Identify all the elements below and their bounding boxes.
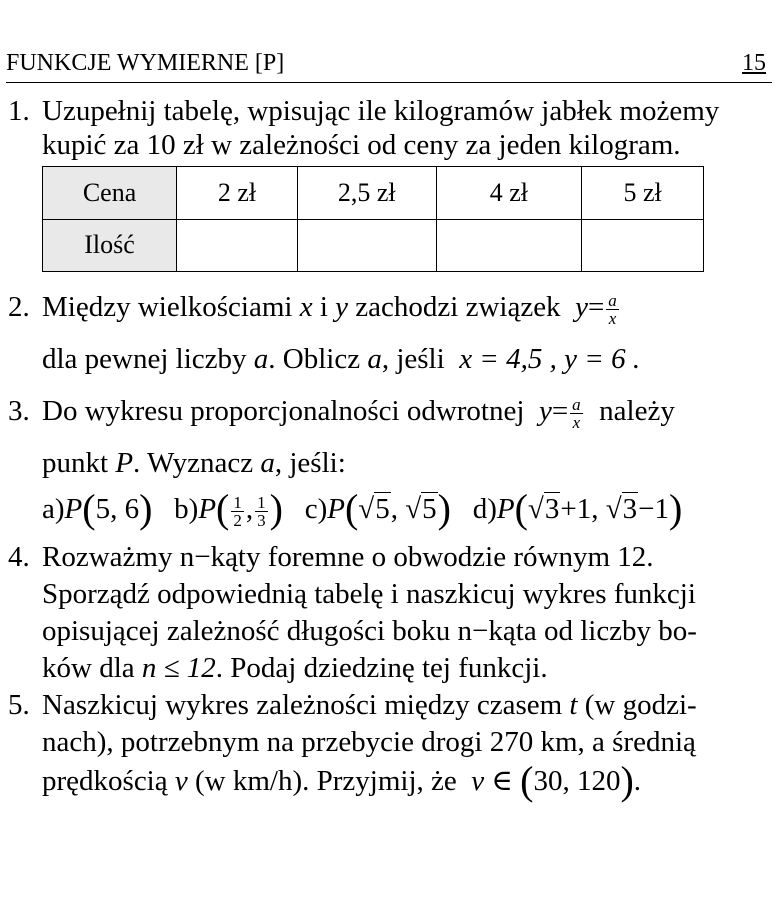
var-a: a [367,343,382,375]
section-title: FUNKCJE WYMIERNE [P] [6,50,285,76]
var-x: x [299,291,313,323]
var-P: P [327,493,345,525]
condition: x = 4,5 , y = 6 . [459,343,641,375]
paren: ) [139,486,153,531]
table-header-quantity: Ilość [43,219,177,272]
text: −1 [638,493,669,525]
paren: ( [520,758,534,803]
table-cell: 2,5 zł [297,167,436,220]
fraction [255,494,268,529]
text: Do wykresu proporcjonalności odwrotnej [42,395,525,427]
denominator: 2 [233,510,242,530]
option-b: b)P( $\frac{1}{2}$ , $\frac{1}{3}$ ) [174,486,283,531]
var-y: y [335,291,349,323]
var-P: P [496,493,515,525]
text: , jeśli [381,343,445,375]
paren: ) [437,486,451,531]
table-cell: 4 zł [436,167,582,220]
denominator: 3 [257,510,266,530]
page-header [6,50,772,83]
page-number: 15 [742,50,766,76]
var-v: v [174,765,188,797]
text: . [633,765,642,797]
text: należy [599,395,675,427]
radicand: 5 [375,493,390,525]
paren: ( [514,486,528,531]
formula-y: y [575,291,588,323]
range: 30, 120 [533,765,621,797]
text: zachodzi związek [355,291,561,323]
var-P: P [198,493,217,525]
text: +1, [560,493,599,525]
option-d [472,486,683,531]
equals: = [587,291,605,323]
var-P: P [64,493,83,525]
var-a: a [260,447,275,479]
ex4-line1: Rozważmy n−kąty foremne o obwodzie równym 12. [42,541,654,573]
table-cell-empty [436,219,582,272]
paren: ( [344,486,359,531]
sqrt: √3 [605,493,638,525]
value: 5, 6 [95,493,140,525]
radicand: 3 [622,493,638,525]
ex4-number: 4. [8,541,30,573]
text: ków dla [42,652,135,684]
ex3-options [42,486,683,531]
ex4-line2: Sporządź odpowiednią tabelę i naszkicuj wykres funkcji [42,578,696,610]
ex3-line1 [42,394,675,431]
option-a [42,486,153,531]
var-t: t [569,689,578,721]
text: (w km/h). Przyjmij, że [195,765,457,797]
label: b) [174,493,199,525]
paren: ) [269,486,283,531]
ex5-line3 [42,758,642,803]
var-P: P [115,447,134,479]
ex4-line3: opisującej zależność długości boku n−kąta od liczby bo- [42,615,697,647]
paren: ) [620,758,634,803]
text: (w godzi- [584,689,697,721]
table-cell: 5 zł [582,167,704,220]
element-of: ∈ [491,765,513,797]
equals: = [551,395,569,427]
numerator: 1 [233,492,242,512]
numerator: a [572,394,581,414]
text: Naszkicuj wykres zależności między czasem [42,689,563,721]
text: prędkością [42,765,168,797]
table-cell: 2 zł [177,167,298,220]
ex5-number: 5. [8,689,30,721]
text: dla pewnej liczby [42,343,247,375]
label: a) [42,493,65,525]
table-cell-empty [177,219,298,272]
ex1-number: 1. [8,95,30,127]
paren: ( [82,486,96,531]
var-v: v [471,765,485,797]
ex3-line2 [42,446,346,480]
numerator: a [608,290,617,310]
label: d) [472,493,497,525]
ex5-line1 [42,688,697,722]
text: . Oblicz [268,343,361,375]
paren: ( [216,486,230,531]
numerator: 1 [257,492,266,512]
radicand: 5 [422,493,437,525]
fraction [231,494,244,529]
math: n ≤ 12 [141,652,216,684]
ex1-line1: Uzupełnij tabelę, wpisując ile kilogramów jabłek możemy [42,95,720,127]
text: , jeśli: [274,447,346,479]
ex4-line4 [42,651,548,685]
ex2-line2 [42,342,640,376]
fraction-a-over-x [570,396,583,431]
table-row-quantity [43,219,704,272]
ex5-line2: nach), potrzebnym na przebycie drogi 270 km, a średnią [42,726,696,758]
denominator: x [572,412,581,432]
text: Między wielkościami [42,291,293,323]
sqrt: √5 [405,493,437,525]
paren: ) [668,486,683,531]
price-quantity-table [42,166,704,272]
ex2-number: 2. [8,291,30,323]
fraction-a-over-x [606,292,619,327]
table-cell-empty [297,219,436,272]
text: . Podaj dziedzinę tej funkcji. [215,652,548,684]
ex2-line1 [42,290,621,327]
ex3-number: 3. [8,395,30,427]
ex1-line2: kupić za 10 zł w zależności od ceny za jeden kilogram. [42,129,681,161]
sqrt: √3 [527,493,560,525]
var-a: a [253,343,269,375]
table-cell-empty [582,219,704,272]
table-row-price [43,167,704,220]
sqrt: √5 [358,493,390,525]
label: c) [304,493,328,525]
radicand: 3 [544,493,560,525]
denominator: x [608,308,617,328]
text: punkt [42,447,109,479]
text: i [319,291,328,323]
formula-y: y [538,395,552,427]
option-c: c)P(√5, √5) [304,486,451,531]
text: . Wyznacz [133,447,254,479]
table-header-price: Cena [43,167,177,220]
